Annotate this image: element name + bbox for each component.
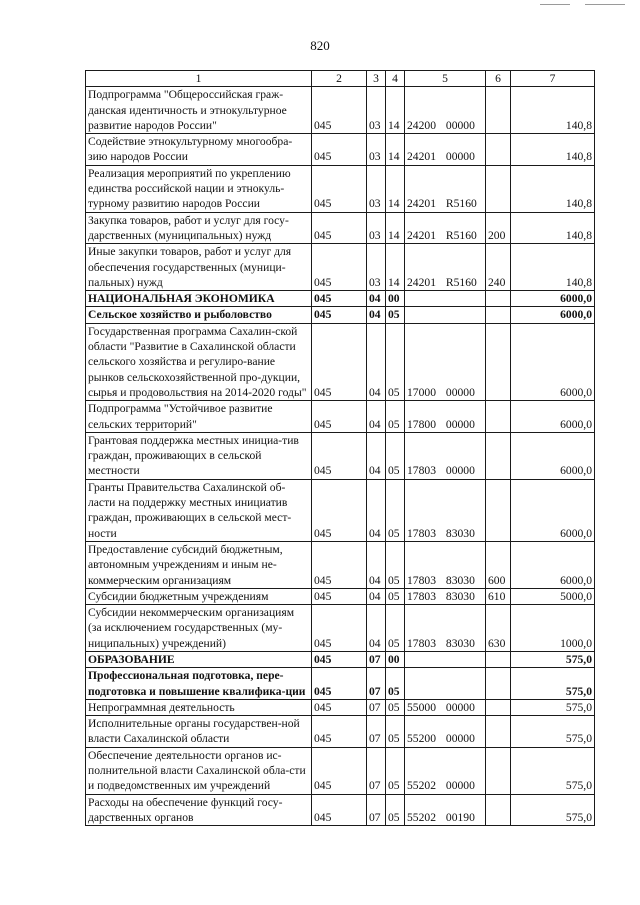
row-section: 07 xyxy=(367,651,386,667)
row-name: Обеспечение деятельности органов ис-полнительной власти Сахалинской обла-сти и подведомственных им учреждений xyxy=(86,747,312,794)
table-row xyxy=(86,668,595,700)
table-row xyxy=(86,87,595,134)
row-program-code: 24200 xyxy=(407,118,436,132)
row-direction-code: 00000 xyxy=(445,385,475,399)
row-expense-type xyxy=(486,134,511,166)
row-target-code xyxy=(405,794,486,826)
row-subsection: 05 xyxy=(386,307,405,323)
row-direction-code: 00000 xyxy=(445,779,475,793)
row-admin-code: 045 xyxy=(312,605,367,652)
row-amount: 575,0 xyxy=(511,716,595,748)
column-header-5: 5 xyxy=(405,71,486,87)
row-subsection: 05 xyxy=(386,479,405,541)
row-program-code: 24201 xyxy=(407,197,436,211)
row-name: Предоставление субсидий бюджетным, автономным учреждениям и иным не-коммерческим организациям xyxy=(86,541,312,588)
column-header-4: 4 xyxy=(386,71,405,87)
row-section: 04 xyxy=(367,541,386,588)
row-direction-code: 00190 xyxy=(445,810,475,824)
budget-table xyxy=(85,70,595,826)
table-row xyxy=(86,244,595,291)
row-expense-type xyxy=(486,651,511,667)
table-row xyxy=(86,165,595,212)
row-program-code: 24201 xyxy=(407,275,436,289)
row-target-code xyxy=(405,716,486,748)
row-target-code xyxy=(405,401,486,433)
column-header-2: 2 xyxy=(312,71,367,87)
row-direction-code: 00000 xyxy=(445,732,475,746)
row-section: 04 xyxy=(367,323,386,400)
table-row xyxy=(86,699,595,715)
row-name: Грантовая поддержка местных инициа-тив граждан, проживающих в сельской местности xyxy=(86,432,312,479)
row-name: Закупка товаров, работ и услуг для госу-дарственных (муниципальных) нужд xyxy=(86,212,312,244)
row-section: 04 xyxy=(367,588,386,604)
row-program-code: 17000 xyxy=(407,385,436,399)
row-name: Расходы на обеспечение функций госу-дарственных органов xyxy=(86,794,312,826)
row-admin-code: 045 xyxy=(312,794,367,826)
row-amount: 1000,0 xyxy=(511,605,595,652)
row-section: 04 xyxy=(367,479,386,541)
row-subsection: 05 xyxy=(386,605,405,652)
row-target-code xyxy=(405,432,486,479)
row-name: Сельское хозяйство и рыболовство xyxy=(86,307,312,323)
row-admin-code: 045 xyxy=(312,699,367,715)
row-admin-code: 045 xyxy=(312,479,367,541)
row-amount: 6000,0 xyxy=(511,479,595,541)
row-amount: 575,0 xyxy=(511,794,595,826)
table-row xyxy=(86,323,595,400)
row-subsection: 05 xyxy=(386,588,405,604)
row-admin-code: 045 xyxy=(312,401,367,433)
row-section: 04 xyxy=(367,307,386,323)
row-amount: 6000,0 xyxy=(511,323,595,400)
table-row xyxy=(86,432,595,479)
row-direction-code: 83030 xyxy=(445,526,475,540)
row-direction-code: R5160 xyxy=(445,197,477,211)
row-amount: 575,0 xyxy=(511,699,595,715)
column-header-6: 6 xyxy=(486,71,511,87)
row-amount: 575,0 xyxy=(511,668,595,700)
row-program-code: 24201 xyxy=(407,228,436,242)
row-expense-type xyxy=(486,323,511,400)
row-admin-code: 045 xyxy=(312,432,367,479)
row-subsection: 05 xyxy=(386,541,405,588)
row-section: 07 xyxy=(367,794,386,826)
row-program-code: 17800 xyxy=(407,417,436,431)
row-section: 04 xyxy=(367,401,386,433)
row-subsection: 05 xyxy=(386,401,405,433)
table-row xyxy=(86,401,595,433)
row-target-code xyxy=(405,212,486,244)
table-row xyxy=(86,747,595,794)
row-subsection: 00 xyxy=(386,291,405,307)
row-section: 03 xyxy=(367,87,386,134)
row-subsection: 14 xyxy=(386,134,405,166)
row-amount: 140,8 xyxy=(511,134,595,166)
row-section: 03 xyxy=(367,244,386,291)
row-direction-code: 00000 xyxy=(445,118,475,132)
row-target-code xyxy=(405,244,486,291)
row-expense-type xyxy=(486,165,511,212)
row-target-code xyxy=(405,668,486,700)
row-amount: 6000,0 xyxy=(511,432,595,479)
table-row xyxy=(86,605,595,652)
row-admin-code: 045 xyxy=(312,307,367,323)
row-subsection: 05 xyxy=(386,668,405,700)
row-subsection: 14 xyxy=(386,87,405,134)
row-target-code xyxy=(405,588,486,604)
row-name: Гранты Правительства Сахалинской об-ласти на поддержку местных инициатив граждан, проживающих в сельской мест-ности xyxy=(86,479,312,541)
table-row xyxy=(86,291,595,307)
table-row xyxy=(86,794,595,826)
row-amount: 140,8 xyxy=(511,87,595,134)
row-section: 03 xyxy=(367,134,386,166)
row-expense-type xyxy=(486,401,511,433)
row-direction-code: 00000 xyxy=(445,464,475,478)
table-row xyxy=(86,307,595,323)
row-name: Реализация мероприятий по укреплению единства российской нации и этнокуль-турному развитию народов России xyxy=(86,165,312,212)
row-expense-type: 630 xyxy=(486,605,511,652)
table-row xyxy=(86,651,595,667)
row-name: Субсидии некоммерческим организациям (за исключением государственных (му-ниципальных) учреждений) xyxy=(86,605,312,652)
row-name: Иные закупки товаров, работ и услуг для обеспечения государственных (муници-пальных) нужд xyxy=(86,244,312,291)
row-expense-type xyxy=(486,291,511,307)
row-subsection: 14 xyxy=(386,244,405,291)
row-section: 07 xyxy=(367,716,386,748)
row-expense-type: 610 xyxy=(486,588,511,604)
row-expense-type xyxy=(486,432,511,479)
row-expense-type xyxy=(486,87,511,134)
header-row xyxy=(86,71,595,87)
row-target-code xyxy=(405,651,486,667)
row-section: 04 xyxy=(367,291,386,307)
row-name: Содействие этнокультурному многообра-зию народов России xyxy=(86,134,312,166)
row-subsection: 00 xyxy=(386,651,405,667)
row-amount: 6000,0 xyxy=(511,401,595,433)
row-amount: 6000,0 xyxy=(511,541,595,588)
row-expense-type xyxy=(486,699,511,715)
row-expense-type: 200 xyxy=(486,212,511,244)
row-section: 07 xyxy=(367,699,386,715)
row-subsection: 05 xyxy=(386,432,405,479)
row-admin-code: 045 xyxy=(312,588,367,604)
table-row xyxy=(86,588,595,604)
table-row xyxy=(86,716,595,748)
scan-mark-top-right-1 xyxy=(540,4,570,5)
row-admin-code: 045 xyxy=(312,541,367,588)
row-admin-code: 045 xyxy=(312,747,367,794)
row-subsection: 14 xyxy=(386,165,405,212)
row-target-code xyxy=(405,291,486,307)
row-program-code: 17803 xyxy=(407,589,436,603)
row-direction-code: 83030 xyxy=(445,573,475,587)
row-subsection: 05 xyxy=(386,716,405,748)
row-amount: 140,8 xyxy=(511,212,595,244)
row-target-code xyxy=(405,165,486,212)
row-amount: 575,0 xyxy=(511,747,595,794)
column-header-3: 3 xyxy=(367,71,386,87)
row-subsection: 05 xyxy=(386,699,405,715)
row-program-code: 55202 xyxy=(407,779,436,793)
row-section: 04 xyxy=(367,605,386,652)
row-target-code xyxy=(405,479,486,541)
table-row xyxy=(86,541,595,588)
row-admin-code: 045 xyxy=(312,651,367,667)
row-name: Исполнительные органы государствен-ной власти Сахалинской области xyxy=(86,716,312,748)
row-direction-code: R5160 xyxy=(445,228,477,242)
row-amount: 140,8 xyxy=(511,165,595,212)
row-admin-code: 045 xyxy=(312,668,367,700)
row-program-code: 17803 xyxy=(407,526,436,540)
row-expense-type xyxy=(486,716,511,748)
row-section: 03 xyxy=(367,165,386,212)
row-admin-code: 045 xyxy=(312,212,367,244)
row-target-code xyxy=(405,87,486,134)
row-expense-type: 240 xyxy=(486,244,511,291)
row-expense-type xyxy=(486,747,511,794)
row-amount: 140,8 xyxy=(511,244,595,291)
row-direction-code: R5160 xyxy=(445,275,477,289)
row-name: Подпрограмма "Устойчивое развитие сельских территорий" xyxy=(86,401,312,433)
page-number: 820 xyxy=(310,38,330,53)
row-subsection: 05 xyxy=(386,747,405,794)
table-body xyxy=(86,87,595,826)
row-name: Субсидии бюджетным учреждениям xyxy=(86,588,312,604)
row-program-code: 17803 xyxy=(407,573,436,587)
row-subsection: 05 xyxy=(386,323,405,400)
scan-mark-top-right-2 xyxy=(585,4,625,5)
row-admin-code: 045 xyxy=(312,165,367,212)
row-direction-code: 83030 xyxy=(445,636,475,650)
row-amount: 575,0 xyxy=(511,651,595,667)
row-amount: 5000,0 xyxy=(511,588,595,604)
row-direction-code: 00000 xyxy=(445,150,475,164)
row-section: 07 xyxy=(367,747,386,794)
row-program-code: 55000 xyxy=(407,700,436,714)
row-program-code: 55200 xyxy=(407,732,436,746)
column-header-7: 7 xyxy=(511,71,595,87)
row-admin-code: 045 xyxy=(312,134,367,166)
row-section: 04 xyxy=(367,432,386,479)
row-name: Государственная программа Сахалин-ской области "Развитие в Сахалинской области сельского хозяйства и регулиро-вание рынков сельскохозяйственной про-дукции, сырья и продовольствия на 2014-2020 годы" xyxy=(86,323,312,400)
row-direction-code: 00000 xyxy=(445,417,475,431)
column-header-1: 1 xyxy=(86,71,312,87)
row-program-code: 24201 xyxy=(407,150,436,164)
row-admin-code: 045 xyxy=(312,323,367,400)
row-target-code xyxy=(405,605,486,652)
row-direction-code: 00000 xyxy=(445,700,475,714)
row-admin-code: 045 xyxy=(312,716,367,748)
row-subsection: 14 xyxy=(386,212,405,244)
row-name: Подпрограмма "Общероссийская граж-данская идентичность и этнокультурное развитие народов России" xyxy=(86,87,312,134)
row-target-code xyxy=(405,747,486,794)
row-name: НАЦИОНАЛЬНАЯ ЭКОНОМИКА xyxy=(86,291,312,307)
row-expense-type xyxy=(486,668,511,700)
row-expense-type: 600 xyxy=(486,541,511,588)
row-direction-code: 83030 xyxy=(445,589,475,603)
row-target-code xyxy=(405,699,486,715)
table-row xyxy=(86,134,595,166)
table-row xyxy=(86,212,595,244)
table-row xyxy=(86,479,595,541)
row-program-code: 17803 xyxy=(407,464,436,478)
row-amount: 6000,0 xyxy=(511,307,595,323)
row-admin-code: 045 xyxy=(312,87,367,134)
row-target-code xyxy=(405,134,486,166)
row-program-code: 17803 xyxy=(407,636,436,650)
row-expense-type xyxy=(486,479,511,541)
row-section: 07 xyxy=(367,668,386,700)
row-name: Профессиональная подготовка, пере-подготовка и повышение квалифика-ции xyxy=(86,668,312,700)
row-expense-type xyxy=(486,307,511,323)
row-target-code xyxy=(405,541,486,588)
row-name: ОБРАЗОВАНИЕ xyxy=(86,651,312,667)
row-program-code: 55202 xyxy=(407,810,436,824)
row-amount: 6000,0 xyxy=(511,291,595,307)
row-admin-code: 045 xyxy=(312,244,367,291)
row-section: 03 xyxy=(367,212,386,244)
row-target-code xyxy=(405,307,486,323)
row-name: Непрограммная деятельность xyxy=(86,699,312,715)
row-target-code xyxy=(405,323,486,400)
row-admin-code: 045 xyxy=(312,291,367,307)
row-expense-type xyxy=(486,794,511,826)
row-subsection: 05 xyxy=(386,794,405,826)
